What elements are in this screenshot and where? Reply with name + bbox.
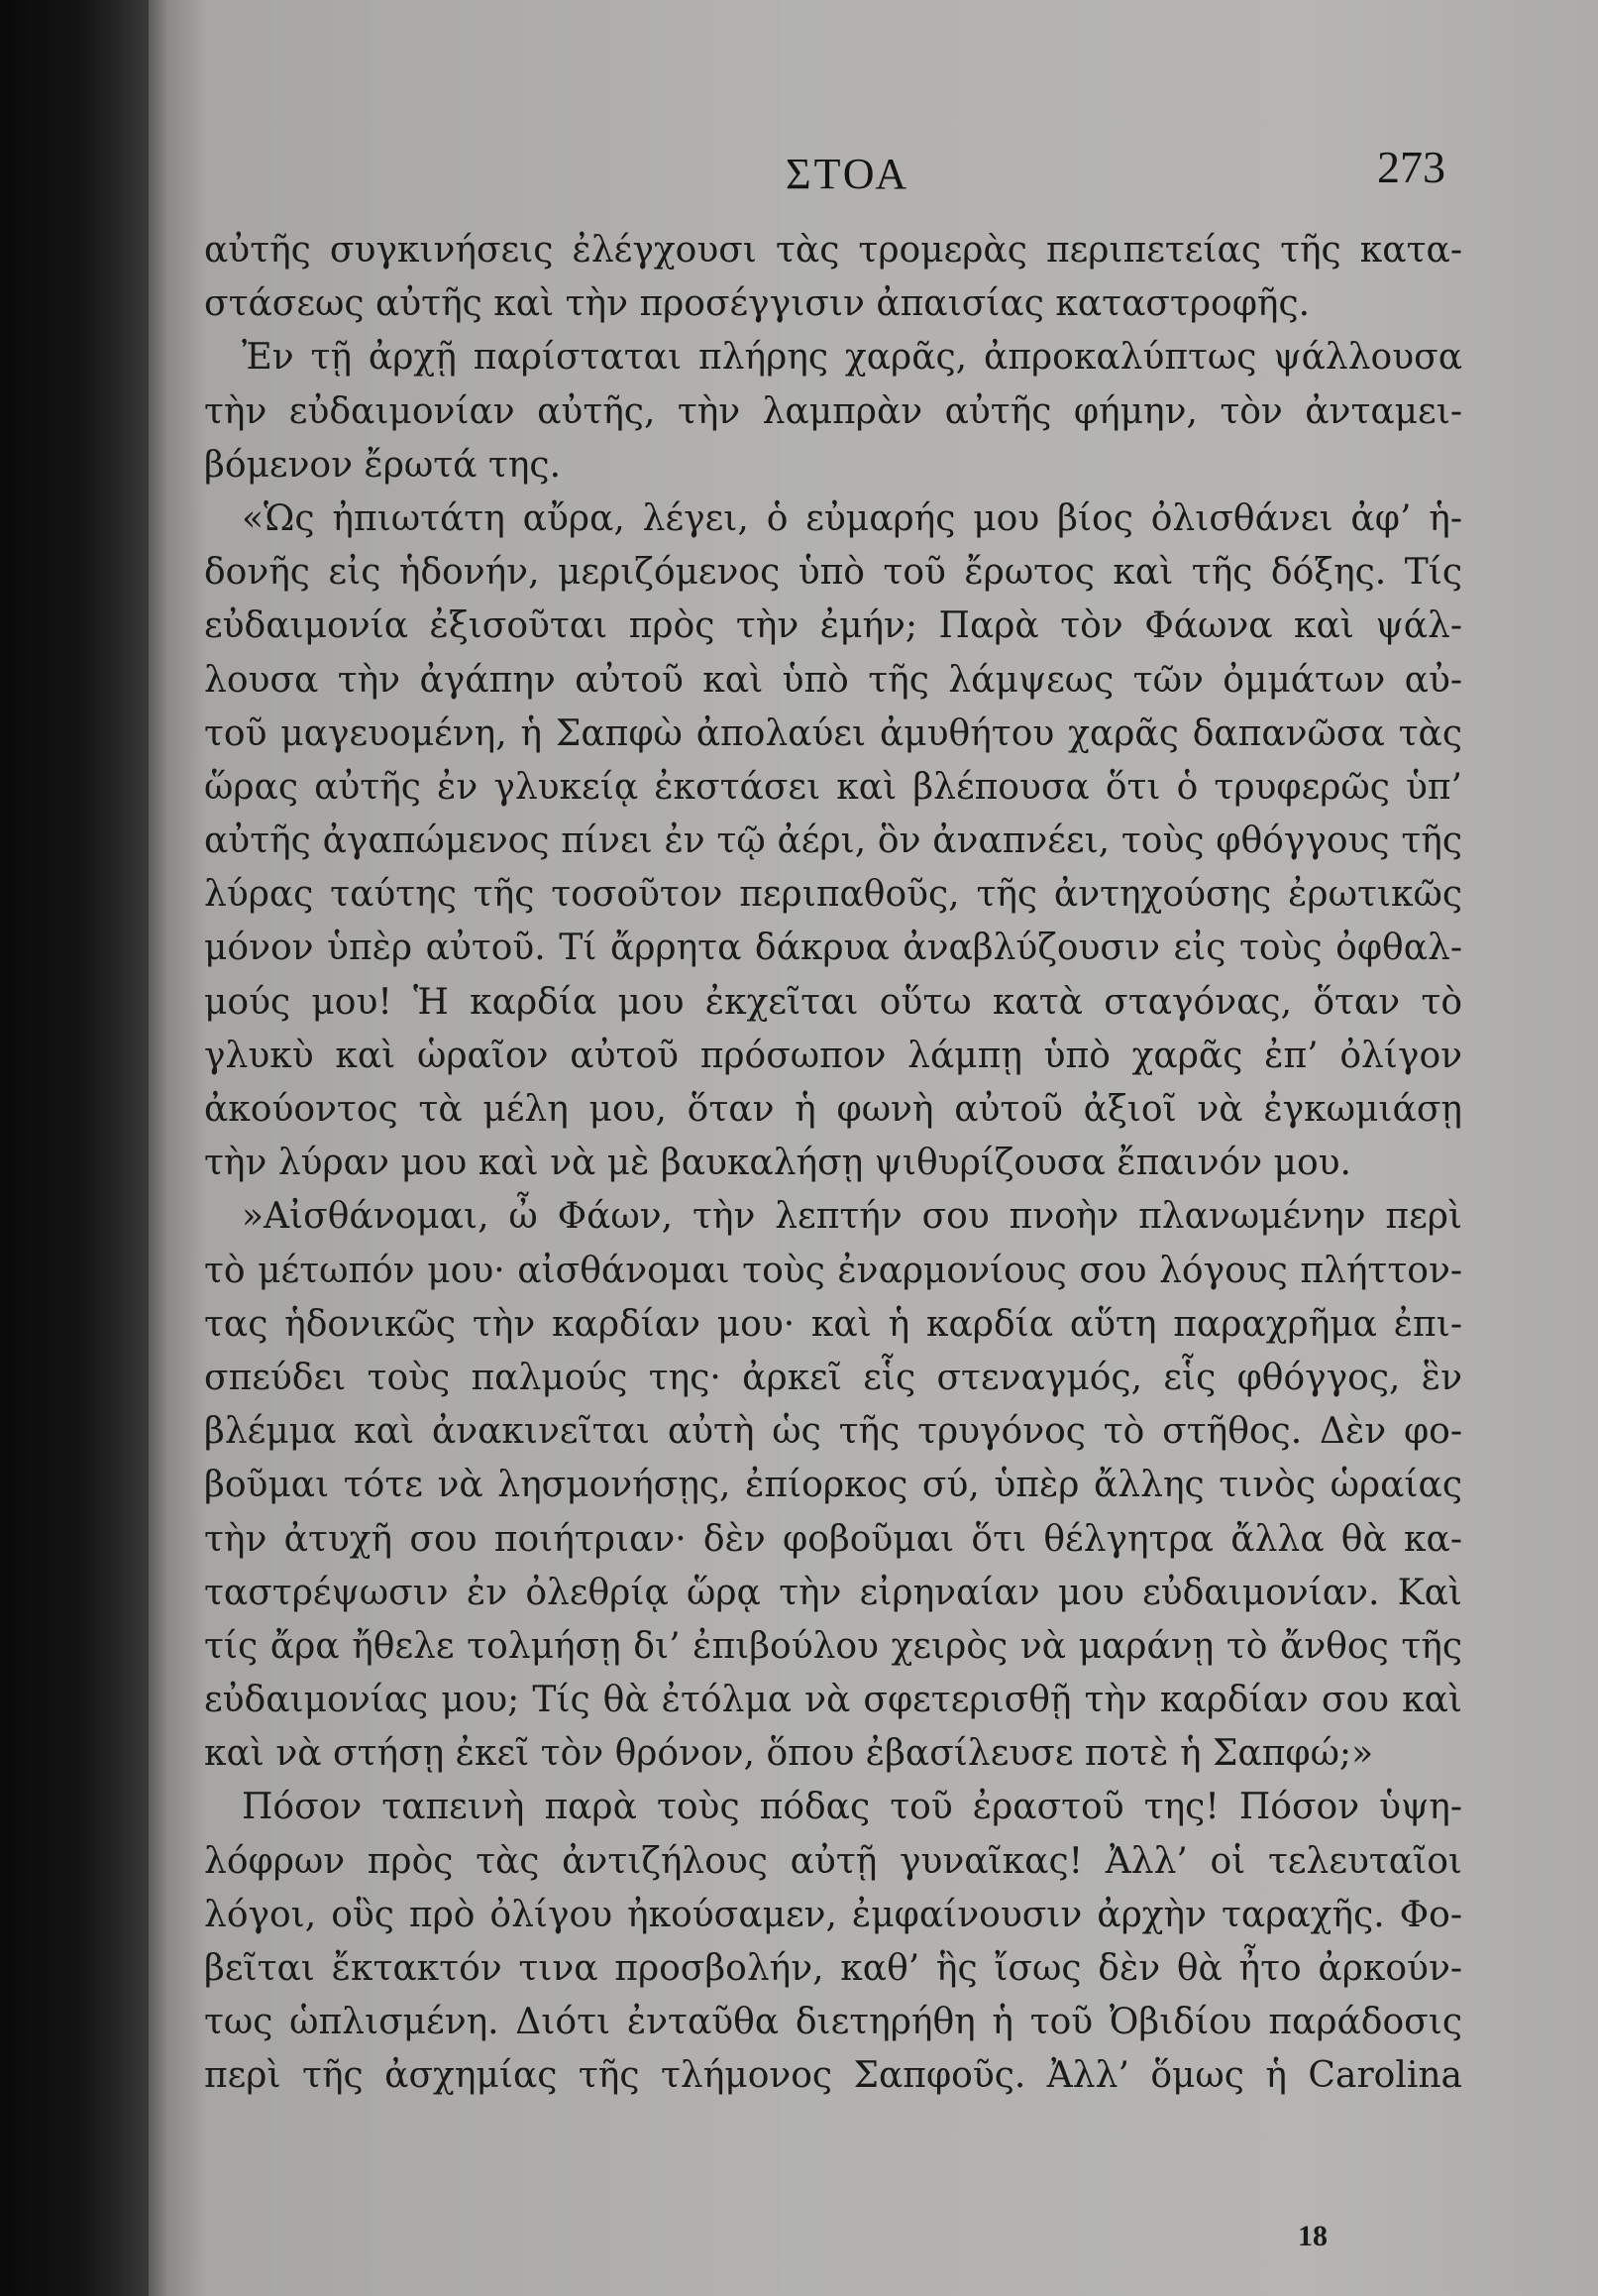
text-line: αὐτῆς ἀγαπώμενος πίνει ἐν τῷ ἀέρι, ὃν ἀναπνέει, τοὺς φθόγγους τῆς	[204, 820, 1462, 862]
text-line: αὐτῆς συγκινήσεις ἐλέγχουσι τὰς τρομερὰς περιπετείας τῆς κατα-	[204, 230, 1462, 271]
text-line: βλέμμα καὶ ἀνακινεῖται αὐτὴ ὡς τῆς τρυγόνος τὸ στῆθος. Δὲν φο-	[204, 1411, 1462, 1453]
text-line: τὸ μέτωπόν μου· αἰσθάνομαι τοὺς ἐναρμονίους σου λόγους πλήττον-	[204, 1250, 1462, 1291]
text-line: δονῆς εἰς ἡδονήν, μεριζόμενος ὑπὸ τοῦ ἔρωτος καὶ τῆς δόξης. Τίς	[204, 552, 1462, 594]
text-line: τως ὡπλισμένη. Διότι ἐνταῦθα διετηρήθη ἡ τοῦ Ὀβιδίου παράδοσις	[204, 2002, 1462, 2043]
text-line: μούς μου! Ἡ καρδία μου ἐκχεῖται οὕτω κατὰ σταγόνας, ὅταν τὸ	[204, 981, 1462, 1023]
text-line: τὴν λύραν μου καὶ νὰ μὲ βαυκαλήσῃ ψιθυρίζουσα ἔπαινόν μου.	[204, 1143, 1351, 1184]
text-line: Ἐν τῇ ἀρχῇ παρίσταται πλήρης χαρᾶς, ἀπροκαλύπτως ψάλλουσα	[242, 337, 1462, 379]
text-line: βεῖται ἔκτακτόν τινα προσβολήν, καθ’ ἣς ἴσως δὲν θὰ ἦτο ἀρκούν-	[204, 1948, 1462, 1989]
text-line: τὴν εὐδαιμονίαν αὐτῆς, τὴν λαμπρὰν αὐτῆς φήμην, τὸν ἀνταμει-	[204, 390, 1462, 432]
text-line: καὶ νὰ στήσῃ ἐκεῖ τὸν θρόνον, ὅπου ἐβασίλευσε ποτὲ ἡ Σαπφώ;»	[204, 1733, 1374, 1775]
text-line: λόφρων πρὸς τὰς ἀντιζήλους αὐτῇ γυναῖκας! Ἀλλ’ οἱ τελευταῖοι	[204, 1840, 1462, 1882]
text-line: εὐδαιμονία ἐξισοῦται πρὸς τὴν ἐμήν; Παρὰ τὸν Φάωνα καὶ ψάλ-	[204, 605, 1462, 647]
text-line: λόγοι, οὓς πρὸ ὀλίγου ἠκούσαμεν, ἐμφαίνουσιν ἀρχὴν ταραχῆς. Φο-	[204, 1894, 1462, 1935]
text-line: βοῦμαι τότε νὰ λησμονήσῃς, ἐπίορκος σύ, ὑπὲρ ἄλλης τινὸς ὡραίας	[204, 1465, 1462, 1506]
text-line: «Ὡς ἠπιωτάτη αὔρα, λέγει, ὁ εὐμαρής μου βίος ὀλισθάνει ἀφ’ ἡ-	[242, 497, 1462, 539]
signature-mark: 18	[1298, 2220, 1328, 2252]
text-line: βόμενον ἔρωτά της.	[204, 444, 562, 486]
text-line: Πόσον ταπεινὴ παρὰ τοὺς πόδας τοῦ ἐραστοῦ της! Πόσον ὑψη-	[242, 1787, 1462, 1828]
running-head: ΣΤΟΑ	[786, 150, 910, 198]
book-binding-gutter	[0, 0, 149, 2296]
text-line: λουσα τὴν ἀγάπην αὐτοῦ καὶ ὑπὸ τῆς λάμψεως τῶν ὀμμάτων αὐ-	[204, 659, 1462, 701]
text-line: τίς ἄρα ἤθελε τολμήσῃ δι’ ἐπιβούλου χειρὸς νὰ μαράνῃ τὸ ἄνθος τῆς	[204, 1625, 1462, 1667]
text-line: ἀκούοντος τὰ μέλη μου, ὅταν ἡ φωνὴ αὐτοῦ ἀξιοῖ νὰ ἐγκωμιάσῃ	[204, 1089, 1462, 1130]
text-line: »Αἰσθάνομαι, ὦ Φάων, τὴν λεπτήν σου πνοὴν πλανωμένην περὶ	[242, 1196, 1462, 1238]
text-line: στάσεως αὐτῆς καὶ τὴν προσέγγισιν ἀπαισίας καταστροφῆς.	[204, 283, 1311, 325]
text-line: περὶ τῆς ἀσχημίας τῆς τλήμονος Σαπφοῦς. Ἀλλ’ ὅμως ἡ Carolina	[204, 2055, 1462, 2097]
text-line: σπεύδει τοὺς παλμούς της· ἀρκεῖ εἷς στεναγμός, εἷς φθόγγος, ἓν	[204, 1357, 1462, 1398]
text-body	[204, 224, 1462, 2104]
text-line: λύρας ταύτης τῆς τοσοῦτον περιπαθοῦς, τῆς ἀντηχούσης ἐρωτικῶς	[204, 874, 1462, 916]
text-line: ταστρέψωσιν ἐν ὀλεθρίᾳ ὥρᾳ τὴν εἰρηναίαν μου εὐδαιμονίαν. Καὶ	[204, 1572, 1462, 1613]
text-line: γλυκὺ καὶ ὡραῖον αὐτοῦ πρόσωπον λάμπῃ ὑπὸ χαρᾶς ἐπ’ ὀλίγον	[204, 1035, 1462, 1076]
text-line: ὥρας αὐτῆς ἐν γλυκείᾳ ἐκστάσει καὶ βλέπουσα ὅτι ὁ τρυφερῶς ὑπ’	[204, 766, 1462, 808]
page-number: 273	[1377, 142, 1445, 192]
text-line: μόνον ὑπὲρ αὐτοῦ. Τί ἄρρητα δάκρυα ἀναβλύζουσιν εἰς τοὺς ὀφθαλ-	[204, 928, 1462, 969]
page-header	[149, 141, 1598, 200]
text-line: εὐδαιμονίας μου; Τίς θὰ ἐτόλμα νὰ σφετερισθῇ τὴν καρδίαν σου καὶ	[204, 1680, 1462, 1721]
text-line: τὴν ἀτυχῆ σου ποιήτριαν· δὲν φοβοῦμαι ὅτι θέλγητρα ἄλλα θὰ κα-	[204, 1518, 1462, 1560]
text-line: τοῦ μαγευομένη, ἡ Σαπφὼ ἀπολαύει ἀμυθήτου χαρᾶς δαπανῶσα τὰς	[204, 712, 1462, 754]
text-line: τας ἡδονικῶς τὴν καρδίαν μου· καὶ ἡ καρδία αὕτη παραχρῆμα ἐπι-	[204, 1303, 1462, 1345]
